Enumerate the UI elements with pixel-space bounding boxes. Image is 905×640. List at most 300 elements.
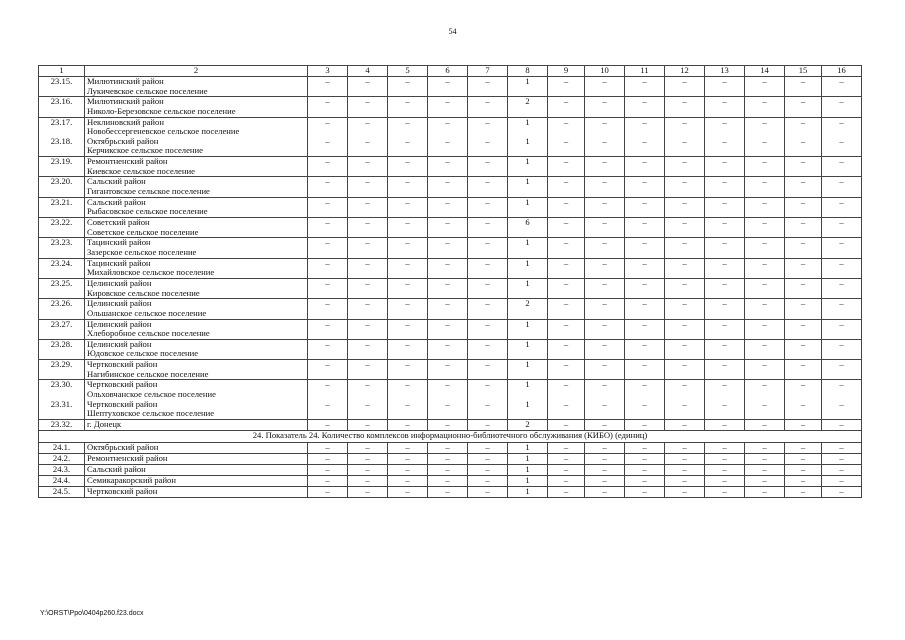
row-name — [85, 319, 308, 339]
value-cell: – — [839, 116, 844, 127]
value-cell: – — [308, 339, 348, 359]
value-cell: – — [365, 116, 370, 127]
value-cell: – — [745, 487, 785, 498]
section-header-row — [39, 431, 862, 443]
value-cell: – — [548, 319, 585, 339]
value-cell: – — [665, 420, 705, 431]
value-cell-pair — [548, 117, 585, 157]
value-cell: – — [485, 116, 490, 127]
table-row — [39, 453, 862, 464]
value-cell: – — [785, 238, 822, 258]
value-cell: – — [308, 360, 348, 380]
value-cell: – — [665, 77, 705, 97]
value-cell: – — [625, 278, 665, 298]
district-name: Сальский район — [87, 196, 146, 207]
value-cell: – — [839, 379, 844, 390]
row-id: 23.16. — [39, 97, 85, 117]
settlement-name: Хлеборобное сельское поселение — [87, 328, 210, 339]
value-cell: – — [563, 398, 569, 409]
value-cell: – — [665, 258, 705, 278]
table-row — [39, 218, 862, 238]
value-cell: – — [468, 453, 508, 464]
value-cell: – — [822, 339, 862, 359]
column-number: 8 — [508, 66, 548, 77]
value-cell: – — [308, 420, 348, 431]
value-cell: – — [822, 77, 862, 97]
value-cell: – — [308, 299, 348, 319]
value-cell: – — [665, 197, 705, 217]
value-cell: – — [625, 420, 665, 431]
value-cell: – — [745, 299, 785, 319]
value-cell: – — [722, 135, 727, 146]
row-name — [85, 177, 308, 197]
value-cell-pair — [705, 117, 745, 157]
row-name — [85, 299, 308, 319]
value-cell: – — [468, 197, 508, 217]
value-cell: – — [388, 442, 428, 453]
value-cell: – — [705, 442, 745, 453]
settlement-name: Николо-Березовское сельское поселение — [87, 105, 236, 116]
value-cell: – — [468, 157, 508, 177]
value-cell-pair — [785, 117, 822, 157]
value-cell: – — [722, 379, 727, 390]
column-number: 4 — [348, 66, 388, 77]
table-row — [39, 258, 862, 278]
value-cell: – — [548, 475, 585, 486]
column-number: 11 — [625, 66, 665, 77]
value-cell: – — [585, 339, 625, 359]
row-id: 24.4. — [39, 475, 85, 486]
value-cell: – — [468, 487, 508, 498]
table-row — [39, 77, 862, 97]
row-name — [85, 442, 308, 453]
column-number: 15 — [785, 66, 822, 77]
row-name-pair — [85, 117, 308, 157]
row-id-pair — [39, 117, 85, 157]
value-cell: – — [762, 379, 767, 390]
value-cell: – — [642, 398, 647, 409]
value-cell: – — [705, 339, 745, 359]
value-cell: – — [348, 97, 388, 117]
value-cell: – — [325, 116, 330, 127]
value-cell: – — [822, 442, 862, 453]
value-cell: – — [428, 299, 468, 319]
value-cell: – — [468, 339, 508, 359]
value-cell: – — [682, 379, 687, 390]
row-id: 24.3. — [39, 464, 85, 475]
value-cell: – — [548, 157, 585, 177]
value-cell: – — [468, 97, 508, 117]
value-cell: – — [325, 398, 330, 409]
value-cell: – — [485, 135, 490, 146]
value-cell: – — [468, 442, 508, 453]
value-cell: – — [705, 258, 745, 278]
value-cell-pair — [705, 380, 745, 420]
value-cell: – — [405, 379, 410, 390]
value-cell: – — [785, 360, 822, 380]
settlement-name: Юдовское сельское поселение — [87, 348, 199, 359]
value-cell: – — [548, 258, 585, 278]
value-cell: – — [388, 319, 428, 339]
value-cell: – — [308, 157, 348, 177]
value-cell: – — [585, 197, 625, 217]
value-cell: – — [308, 442, 348, 453]
value-cell: – — [388, 339, 428, 359]
value-cell: – — [548, 442, 585, 453]
value-cell: – — [548, 77, 585, 97]
value-cell: – — [585, 238, 625, 258]
value-cell: – — [548, 464, 585, 475]
value-cell: – — [785, 157, 822, 177]
district-name: Октябрьский район — [87, 441, 159, 452]
value-cell: – — [665, 97, 705, 117]
column-number: 14 — [745, 66, 785, 77]
value-cell: – — [563, 379, 569, 390]
value-cell: – — [665, 360, 705, 380]
value-cell: – — [625, 464, 665, 475]
value-cell: – — [822, 177, 862, 197]
value-cell: – — [705, 420, 745, 431]
value-cell: – — [682, 135, 687, 146]
value-cell: – — [822, 453, 862, 464]
settlement-name: Гигантовское сельское поселение — [87, 186, 210, 197]
value-cell: – — [822, 299, 862, 319]
table-row-merged — [39, 117, 862, 157]
value-cell: – — [625, 339, 665, 359]
row-name — [85, 97, 308, 117]
value-cell: 1 — [508, 475, 548, 486]
value-cell: 1 — [508, 487, 548, 498]
value-cell: – — [625, 319, 665, 339]
value-cell: – — [785, 487, 822, 498]
table-row — [39, 157, 862, 177]
value-cell: – — [625, 157, 665, 177]
value-cell: – — [785, 97, 822, 117]
table-row — [39, 97, 862, 117]
value-cell: – — [348, 77, 388, 97]
value-cell: – — [762, 135, 767, 146]
row-name — [85, 157, 308, 177]
value-cell: – — [585, 299, 625, 319]
value-cell: – — [822, 97, 862, 117]
value-cell: – — [822, 319, 862, 339]
value-cell: – — [585, 177, 625, 197]
value-cell: 1 — [525, 135, 530, 146]
value-cell: – — [705, 97, 745, 117]
value-cell: – — [548, 453, 585, 464]
row-id: 23.26. — [39, 299, 85, 319]
row-name — [85, 360, 308, 380]
value-cell: – — [485, 398, 490, 409]
value-cell: – — [642, 116, 647, 127]
value-cell: – — [785, 218, 822, 238]
value-cell: 1 — [508, 278, 548, 298]
value-cell: 1 — [508, 453, 548, 464]
value-cell: – — [445, 116, 450, 127]
value-cell: – — [308, 238, 348, 258]
table-row — [39, 238, 862, 258]
value-cell: – — [365, 398, 370, 409]
value-cell: – — [548, 197, 585, 217]
value-cell: – — [665, 238, 705, 258]
data-table — [38, 65, 862, 498]
value-cell: 2 — [508, 299, 548, 319]
value-cell: – — [745, 319, 785, 339]
value-cell: – — [325, 379, 330, 390]
value-cell: – — [308, 278, 348, 298]
value-cell: – — [745, 278, 785, 298]
district-name: Чертковский район — [87, 486, 158, 497]
row-id: 24.1. — [39, 442, 85, 453]
value-cell: – — [348, 475, 388, 486]
row-name — [85, 238, 308, 258]
value-cell: – — [428, 218, 468, 238]
value-cell: – — [585, 464, 625, 475]
value-cell: – — [822, 464, 862, 475]
value-cell: – — [468, 319, 508, 339]
value-cell: – — [625, 360, 665, 380]
value-cell: – — [428, 475, 468, 486]
value-cell: – — [785, 278, 822, 298]
district-name: Ремонтненский район — [87, 452, 168, 463]
value-cell: – — [625, 487, 665, 498]
settlement-name: Новобессергеневское сельское поселение — [87, 126, 240, 137]
value-cell: – — [428, 238, 468, 258]
row-id: 23.20. — [39, 177, 85, 197]
settlement-name: Лукичевское сельское поселение — [87, 85, 208, 96]
table-row-merged — [39, 380, 862, 420]
value-cell: – — [548, 299, 585, 319]
value-cell: – — [785, 299, 822, 319]
value-cell: – — [468, 77, 508, 97]
value-cell: – — [585, 218, 625, 238]
value-cell: – — [785, 420, 822, 431]
value-cell: – — [548, 487, 585, 498]
value-cell: – — [745, 197, 785, 217]
value-cell-pair — [348, 117, 388, 157]
table-row — [39, 487, 862, 498]
value-cell: – — [822, 157, 862, 177]
value-cell: – — [625, 177, 665, 197]
value-cell: – — [388, 420, 428, 431]
row-id: 23.21. — [39, 197, 85, 217]
value-cell-pair — [745, 380, 785, 420]
value-cell: 1 — [508, 238, 548, 258]
value-cell: – — [665, 218, 705, 238]
column-number: 7 — [468, 66, 508, 77]
value-cell: – — [428, 197, 468, 217]
table-row — [39, 339, 862, 359]
value-cell: – — [625, 197, 665, 217]
settlement-name: Кировское сельское поселение — [87, 287, 200, 298]
column-number: 1 — [39, 66, 85, 77]
value-cell-pair — [388, 380, 428, 420]
value-cell: – — [839, 135, 844, 146]
row-id: 23.23. — [39, 238, 85, 258]
section-title: 24. Показатель 24. Количество комплексов информационно-библиотечного обслуживания (КИБО) (единиц) — [39, 431, 862, 443]
value-cell: – — [348, 442, 388, 453]
value-cell: – — [705, 157, 745, 177]
settlement-name: Ольховчанское сельское поселение — [87, 389, 216, 400]
value-cell: – — [428, 177, 468, 197]
value-cell: – — [665, 299, 705, 319]
value-cell: – — [388, 218, 428, 238]
value-cell-pair — [468, 380, 508, 420]
table-row — [39, 197, 862, 217]
file-path-footer: Y:\ORST\Ppo\0404p260.f23.docx — [40, 610, 144, 617]
value-cell: – — [348, 453, 388, 464]
value-cell: – — [388, 360, 428, 380]
value-cell: – — [308, 464, 348, 475]
value-cell: – — [822, 278, 862, 298]
value-cell: – — [468, 420, 508, 431]
district-name: Сальский район — [87, 463, 146, 474]
value-cell: – — [705, 475, 745, 486]
value-cell: – — [348, 464, 388, 475]
value-cell: – — [625, 218, 665, 238]
value-cell: – — [745, 453, 785, 464]
row-id: 23.31. — [50, 398, 73, 409]
value-cell: – — [625, 453, 665, 464]
value-cell: 1 — [508, 339, 548, 359]
value-cell: – — [602, 379, 607, 390]
value-cell: – — [348, 487, 388, 498]
value-cell: 1 — [525, 379, 530, 390]
value-cell: – — [642, 135, 647, 146]
value-cell: 1 — [508, 197, 548, 217]
value-cell: – — [705, 464, 745, 475]
value-cell: – — [428, 464, 468, 475]
settlement-name: Рыбасовское сельское поселение — [87, 206, 208, 217]
value-cell: – — [585, 77, 625, 97]
district-name: Сальский район — [87, 176, 146, 187]
value-cell-pair — [308, 117, 348, 157]
value-cell: – — [585, 97, 625, 117]
value-cell: – — [762, 398, 767, 409]
value-cell: – — [485, 379, 490, 390]
value-cell: – — [682, 116, 687, 127]
value-cell: – — [428, 258, 468, 278]
value-cell: – — [348, 420, 388, 431]
value-cell: 1 — [525, 398, 530, 409]
value-cell: – — [822, 258, 862, 278]
district-name: Тацинский район — [87, 237, 151, 248]
value-cell: – — [348, 360, 388, 380]
district-name: Чертковский район — [87, 359, 158, 370]
value-cell: – — [822, 487, 862, 498]
value-cell: – — [428, 420, 468, 431]
row-id: 23.30. — [50, 379, 73, 390]
value-cell-pair — [548, 380, 585, 420]
value-cell: – — [308, 218, 348, 238]
value-cell: – — [800, 398, 806, 409]
value-cell: – — [822, 197, 862, 217]
district-name: Целинский район — [87, 338, 152, 349]
value-cell: – — [548, 339, 585, 359]
value-cell: – — [745, 77, 785, 97]
value-cell-pair — [785, 380, 822, 420]
value-cell: 1 — [508, 177, 548, 197]
column-number: 10 — [585, 66, 625, 77]
row-id: 23.18. — [50, 135, 73, 146]
settlement-name: Шептуховское сельское поселение — [87, 408, 215, 419]
table-row — [39, 177, 862, 197]
value-cell: – — [428, 278, 468, 298]
column-number: 12 — [665, 66, 705, 77]
value-cell: – — [785, 77, 822, 97]
value-cell-pair — [745, 117, 785, 157]
value-cell: – — [785, 319, 822, 339]
row-name — [85, 487, 308, 498]
value-cell: – — [785, 453, 822, 464]
column-number: 13 — [705, 66, 745, 77]
row-name — [85, 464, 308, 475]
value-cell: – — [800, 135, 806, 146]
district-name: Милютинский район — [87, 76, 164, 86]
district-name: Семикаракорский район — [87, 474, 176, 485]
value-cell: – — [665, 442, 705, 453]
value-cell: – — [365, 379, 370, 390]
value-cell: – — [642, 379, 647, 390]
value-cell: – — [822, 360, 862, 380]
value-cell: – — [405, 116, 410, 127]
district-name: Целинский район — [87, 318, 152, 329]
row-id: 24.2. — [39, 453, 85, 464]
value-cell: – — [405, 135, 410, 146]
value-cell: – — [388, 197, 428, 217]
value-cell: – — [388, 464, 428, 475]
value-cell: – — [428, 442, 468, 453]
value-cell: – — [428, 157, 468, 177]
value-cell: – — [428, 487, 468, 498]
value-cell: – — [585, 278, 625, 298]
value-cell: – — [705, 197, 745, 217]
value-cell-pair — [665, 380, 705, 420]
value-cell: – — [625, 238, 665, 258]
value-cell: – — [585, 420, 625, 431]
value-cell-pair — [428, 117, 468, 157]
row-name — [85, 339, 308, 359]
table-row — [39, 360, 862, 380]
value-cell: – — [722, 398, 727, 409]
district-name: Целинский район — [87, 277, 152, 288]
value-cell: – — [705, 177, 745, 197]
column-number-row — [39, 66, 862, 77]
value-cell: – — [308, 487, 348, 498]
column-number: 5 — [388, 66, 428, 77]
value-cell: – — [348, 339, 388, 359]
table-row — [39, 319, 862, 339]
column-number: 3 — [308, 66, 348, 77]
value-cell: – — [745, 97, 785, 117]
value-cell: – — [585, 487, 625, 498]
value-cell: – — [745, 157, 785, 177]
value-cell: – — [785, 197, 822, 217]
value-cell: – — [308, 475, 348, 486]
row-name — [85, 77, 308, 97]
value-cell: – — [563, 116, 569, 127]
value-cell: – — [745, 360, 785, 380]
value-cell: – — [428, 339, 468, 359]
value-cell: – — [602, 116, 607, 127]
value-cell: – — [308, 197, 348, 217]
table-row — [39, 475, 862, 486]
value-cell: – — [585, 319, 625, 339]
value-cell: – — [388, 453, 428, 464]
row-name — [85, 278, 308, 298]
value-cell: – — [388, 258, 428, 278]
value-cell: – — [563, 135, 569, 146]
